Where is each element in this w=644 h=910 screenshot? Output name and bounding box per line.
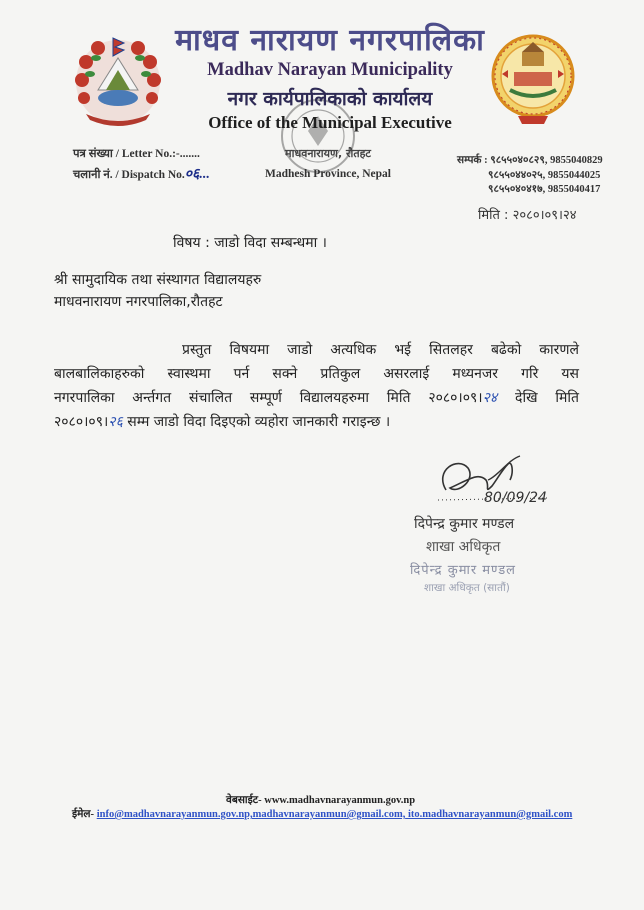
body-line: नगरपालिका अर्न्तगत संचालित सम्पूर्ण विद्यालयहरुमा मिति २०८०।०९।२४ देखि मिति xyxy=(54,390,579,406)
contact-number: ९८५५०४०४१७, 9855040417 xyxy=(488,184,601,195)
dispatch-number-label: चलानी नं. / Dispatch No. xyxy=(73,169,185,181)
body-line: बालबालिकाहरुको स्वास्थमा पर्न सक्ने प्रतिकुल असरलाई मध्यनजर गरि यस xyxy=(54,366,579,382)
office-province: Madhesh Province, Nepal xyxy=(265,168,391,180)
stamp-name: दिपेन्द्र कुमार मण्डल xyxy=(410,563,516,578)
body-line: प्रस्तुत विषयमा जाडो अत्यधिक भई सितलहर बढेको कारणले xyxy=(182,342,579,358)
body-line: २०८०।०९।२६ सम्म जाडो विदा दिइएको व्यहोरा जानकारी गराइन्छ । xyxy=(54,414,391,430)
municipality-title-english: Madhav Narayan Municipality xyxy=(207,60,453,80)
handwritten-date: २६ xyxy=(108,414,123,430)
recipient-line-2: माधवनारायण नगरपालिका,रौतहट xyxy=(54,294,223,310)
letter-body xyxy=(54,338,579,434)
letter-number: पत्र संख्या / Letter No.:-....... xyxy=(73,148,200,160)
contact-number: ९८५५०४०८२९, 9855040829 xyxy=(490,155,603,166)
stamp-post: शाखा अधिकृत (सातौं) xyxy=(424,582,510,594)
dispatch-number xyxy=(73,164,210,183)
contact-number: ९८५५०४४०२५, 9855044025 xyxy=(488,169,601,181)
handwritten-date: २४ xyxy=(482,390,498,406)
office-title-english: Office of the Municipal Executive xyxy=(208,113,452,132)
website-label: वेबसाईट- xyxy=(226,795,265,806)
office-locality: माधवनारायण, रौतहट xyxy=(285,147,371,160)
letter-subject: विषय : जाडो विदा सम्बन्धमा । xyxy=(173,235,327,251)
footer-email xyxy=(72,807,572,821)
signatory-post: शाखा अधिकृत xyxy=(426,539,501,555)
office-title-nepali: नगर कार्यपालिकाको कार्यालय xyxy=(227,88,433,110)
website-link[interactable]: www.madhavnarayanmun.gov.np xyxy=(264,795,416,806)
email-link-it[interactable]: ito.madhavnarayanmun@gmail.com xyxy=(405,809,573,820)
municipality-title-nepali: माधव नारायण नगरपालिका xyxy=(175,23,485,58)
email-links[interactable]: info@madhavnarayanmun.gov.np,madhavnarayanmun@gmail.com, xyxy=(96,809,406,820)
letter-date: मिति : २०८०।०९।२४ xyxy=(478,208,577,223)
signature-date: 80/09/24 xyxy=(484,490,547,506)
footer-website xyxy=(226,793,415,807)
recipient-line-1: श्री सामुदायिक तथा संस्थागत विद्यालयहरु xyxy=(54,272,262,288)
signatory-name: दिपेन्द्र कुमार मण्डल xyxy=(414,516,515,532)
signature xyxy=(428,450,558,510)
contact-block xyxy=(457,154,603,198)
dispatch-number-value: ०६... xyxy=(184,167,210,182)
email-label: ईमेल- xyxy=(72,809,97,820)
contact-label: सम्पर्क : xyxy=(457,155,488,166)
